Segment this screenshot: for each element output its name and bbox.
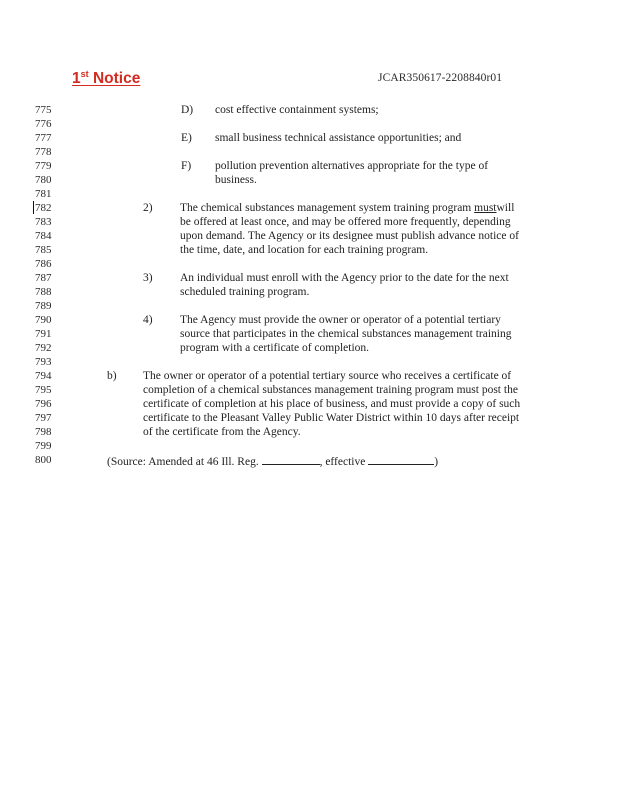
paragraph-label-4: 4) <box>143 314 153 326</box>
item-label-e: E) <box>181 132 192 144</box>
line-number: 775 <box>35 104 52 116</box>
paragraph-4-line2: source that participates in the chemical substances management training <box>180 328 512 340</box>
line-number: 777 <box>35 132 52 144</box>
paragraph-3-line2: scheduled training program. <box>180 286 310 298</box>
subsection-b-line1: The owner or operator of a potential tertiary source who receives a certificate of <box>143 370 512 382</box>
line-number: 791 <box>35 328 52 340</box>
line-number: 797 <box>35 412 52 424</box>
line-number: 798 <box>35 426 52 438</box>
line-number: 790 <box>35 314 52 326</box>
line-number: 779 <box>35 160 52 172</box>
paragraph-2-line3: upon demand. The Agency or its designee must publish advance notice of <box>180 230 519 242</box>
paragraph-4-line3: program with a certificate of completion. <box>180 342 370 354</box>
line-number: 786 <box>35 258 52 270</box>
effective-date-blank <box>368 453 434 465</box>
subsection-b-line5: of the certificate from the Agency. <box>143 426 301 438</box>
item-text-e: small business technical assistance opportunities; and <box>215 132 462 144</box>
text-cursor <box>33 201 34 214</box>
source-note: (Source: Amended at 46 Ill. Reg. , effective ) <box>107 453 438 469</box>
paragraph-label-3: 3) <box>143 272 153 284</box>
line-number: 795 <box>35 384 52 396</box>
line-number: 789 <box>35 300 52 312</box>
line-number: 796 <box>35 398 52 410</box>
paragraph-3-line1: An individual must enroll with the Agency prior to the date for the next <box>180 272 509 284</box>
line-number: 776 <box>35 118 52 130</box>
line-number: 793 <box>35 356 52 368</box>
line-number: 780 <box>35 174 52 186</box>
paragraph-label-2: 2) <box>143 202 153 214</box>
line-number: 794 <box>35 370 52 382</box>
subsection-label-b: b) <box>107 370 117 382</box>
subsection-b-line2: completion of a chemical substances management training program must post the <box>143 384 518 396</box>
line-number: 784 <box>35 230 52 242</box>
register-blank <box>262 453 320 465</box>
subsection-b-line3: certificate of completion at his place of business, and must provide a copy of such <box>143 398 521 410</box>
paragraph-2-line1: The chemical substances management system training program mustwill <box>180 202 515 214</box>
line-number: 783 <box>35 216 52 228</box>
item-text-f-line2: business. <box>215 174 257 186</box>
inserted-underlined-word: must <box>474 202 497 214</box>
line-number: 788 <box>35 286 52 298</box>
line-number: 778 <box>35 146 52 158</box>
item-text-d: cost effective containment systems; <box>215 104 379 116</box>
line-number: 781 <box>35 188 52 200</box>
line-number: 785 <box>35 244 52 256</box>
line-number: 800 <box>35 454 52 466</box>
paragraph-4-line1: The Agency must provide the owner or operator of a potential tertiary <box>180 314 501 326</box>
line-number: 792 <box>35 342 52 354</box>
document-id: JCAR350617-2208840r01 <box>378 72 503 84</box>
paragraph-2-line4: the time, date, and location for each training program. <box>180 244 429 256</box>
notice-heading: 1st Notice <box>72 69 141 87</box>
item-label-d: D) <box>181 104 194 116</box>
item-label-f: F) <box>181 160 192 172</box>
paragraph-2-line2: be offered at least once, and may be offered more frequently, depending <box>180 216 511 228</box>
line-number: 787 <box>35 272 52 284</box>
item-text-f-line1: pollution prevention alternatives appropriate for the type of <box>215 160 489 172</box>
line-number: 782 <box>35 202 52 214</box>
line-number: 799 <box>35 440 52 452</box>
subsection-b-line4: certificate to the Pleasant Valley Public Water District within 10 days after receipt <box>143 412 520 424</box>
